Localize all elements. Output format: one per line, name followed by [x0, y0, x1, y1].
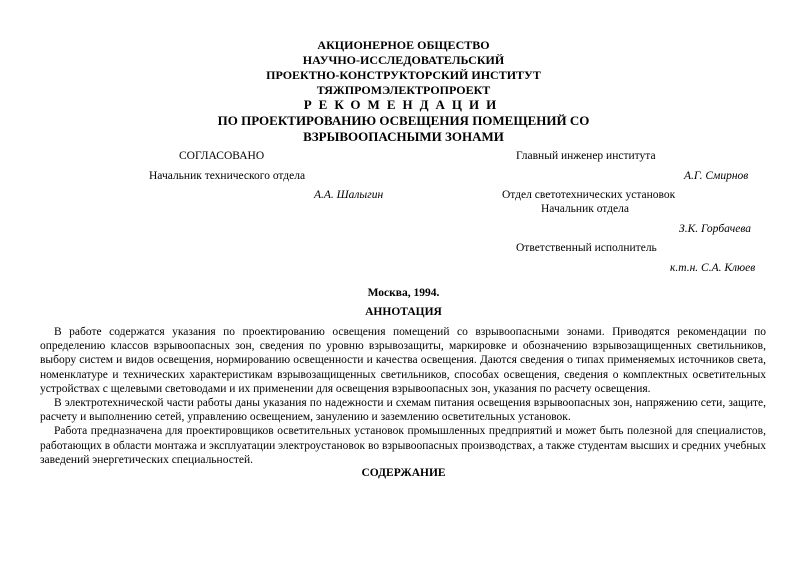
document-subtitle-line-1: ПО ПРОЕКТИРОВАНИЮ ОСВЕЩЕНИЯ ПОМЕЩЕНИЙ СО: [217, 113, 590, 128]
org-line-1: АКЦИОНЕРНОЕ ОБЩЕСТВО: [317, 38, 490, 52]
dept-head-role: Начальник отдела: [541, 203, 629, 215]
annotation-heading: АННОТАЦИЯ: [365, 306, 442, 318]
tech-head-name: А.А. Шалыгин: [314, 189, 384, 201]
executor-role: Ответственный исполнитель: [516, 242, 657, 254]
org-line-2: НАУЧНО-ИССЛЕДОВАТЕЛЬСКИЙ: [302, 53, 505, 67]
dept-name: Отдел светотехнических установок: [502, 189, 676, 201]
tech-head-role: Начальник технического отдела: [149, 170, 306, 182]
executor-name: к.т.н. С.А. Клюев: [670, 262, 756, 274]
annotation-paragraph-1: В работе содержатся указания по проектированию освещения помещений со взрывоопасными зонами. Приводятся рекомендации по определению классов взрывоопасных зон, сведения по уровню взрывозащиты, маркировке и обозначению взрывозащищенных светильников, выбору систем и видов освещения, нормированию освещенности и качества освещения. Даются сведения о типах применяемых источников света, номенклатуре и технических характеристикам взрывозащищенных светильников, способах освещения, сведения о комплектных осветительных устройствах с щелевыми световодами и их применении для освещения взрывоопасных зон, указания по расчету освещения.: [40, 326, 766, 395]
agreed-label: СОГЛАСОВАНО: [179, 150, 265, 162]
dept-head-name: З.К. Горбачева: [679, 223, 752, 235]
chief-engineer-name: А.Г. Смирнов: [684, 170, 749, 182]
org-line-3: ПРОЕКТНО-КОНСТРУКТОРСКИЙ ИНСТИТУТ: [266, 68, 541, 82]
document-subtitle-line-2: ВЗРЫВООПАСНЫМИ ЗОНАМИ: [303, 129, 504, 144]
contents-heading: СОДЕРЖАНИЕ: [361, 467, 446, 479]
org-line-4: ТЯЖПРОМЭЛЕКТРОПРОЕКТ: [316, 83, 491, 97]
annotation-paragraph-3: Работа предназначена для проектировщиков осветительных установок промышленных предприятий и может быть полезной для специалистов, работающих в области монтажа и эксплуатации электроустановок во взрывоопасных производствах, а также студентам высших и средних учебных заведений энергетических специальностей.: [40, 425, 766, 466]
annotation-body: [40, 325, 766, 467]
chief-engineer-role: Главный инженер института: [516, 150, 656, 162]
document-title: РЕКОМЕНДАЦИИ: [303, 97, 504, 112]
annotation-paragraph-2: В электротехнической части работы даны указания по надежности и схемам питания освещения взрывоопасных зон, напряжению сети, защите, расчету и выполнению сетей, управлению освещением, занулению и заземлению осветительных установок.: [40, 397, 766, 424]
place-year: Москва, 1994.: [367, 287, 440, 299]
